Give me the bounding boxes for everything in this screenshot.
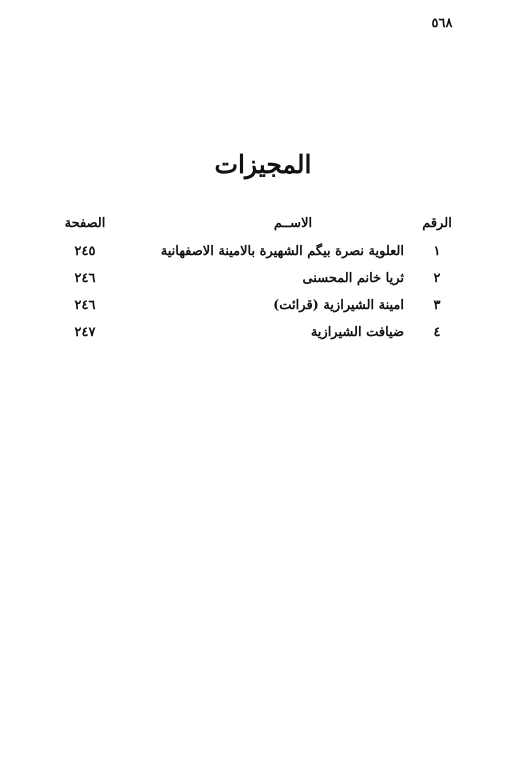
header-page: الصفحة [64,216,106,231]
row-number: ٢ [433,271,441,286]
toc-header-row [60,216,456,244]
row-name: ضيافت الشيرازية [310,325,404,340]
toc-row [60,325,456,352]
row-number: ٣ [433,298,441,313]
row-page: ٢٤٥ [74,244,96,259]
page-title: المجيزات [214,150,312,179]
header-number: الرقم [422,216,452,231]
row-number: ٤ [433,325,441,340]
row-name: امينة الشيرازية (قرائت) [273,298,404,313]
toc-row [60,244,456,271]
row-name: العلوية نصرة بيگم الشهيرة بالامينة الاصفهانية [160,244,404,259]
toc-row [60,298,456,325]
toc-row [60,271,456,298]
toc-table [60,216,456,352]
row-page: ٢٤٦ [74,298,96,313]
row-name: ثريا خانم المحسنى [302,271,404,286]
row-page: ٢٤٦ [74,271,96,286]
page-number: ٥٦٨ [431,16,453,31]
row-number: ١ [433,244,441,259]
row-page: ٢٤٧ [74,325,96,340]
header-name: الاســم [273,216,313,231]
